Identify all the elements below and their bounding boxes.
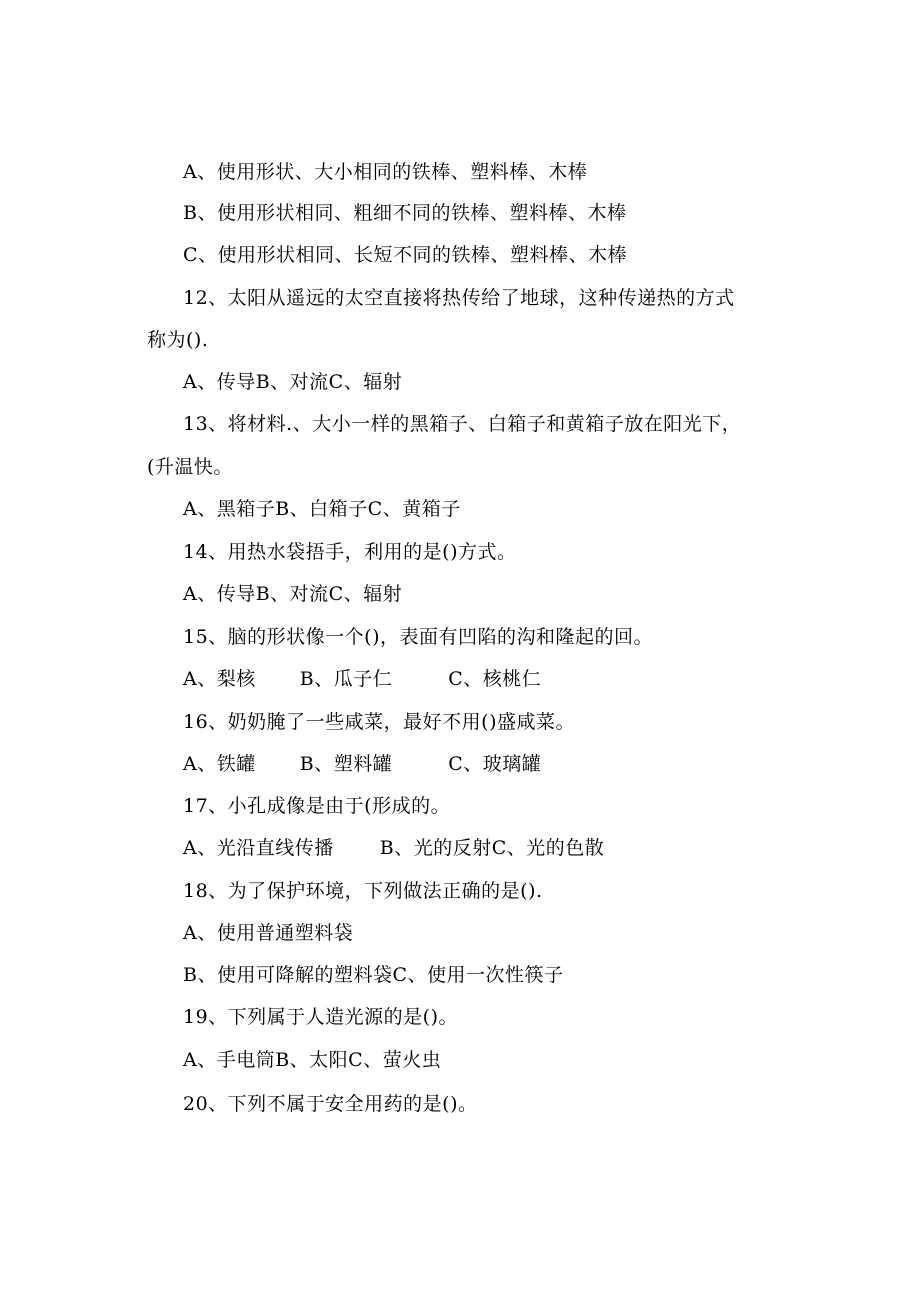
question-12-options: A、传导B、对流C、辐射 <box>183 371 403 393</box>
option-b-c: B、光的反射C、光的色散 <box>379 837 605 859</box>
option-a: A、梨核 <box>183 668 256 690</box>
option-b: B、塑料罐 <box>299 753 393 775</box>
question-15-options <box>183 667 541 691</box>
question-18-option-a: A、使用普通塑料袋 <box>183 922 354 944</box>
question-12-continuation: 称为(). <box>147 329 209 351</box>
question-16-options <box>183 752 541 776</box>
option-a: A、铁罐 <box>183 753 256 775</box>
question-20: 20、下列不属于安全用药的是()。 <box>183 1093 478 1115</box>
question-18: 18、为了保护环境，下列做法正确的是(). <box>183 880 543 902</box>
option-a: A、光沿直线传播 <box>183 837 334 859</box>
question-13-continuation: (升温快。 <box>147 456 233 478</box>
question-15: 15、脑的形状像一个()，表面有凹陷的沟和隆起的回。 <box>183 626 654 648</box>
option-c: C、核桃仁 <box>448 668 542 690</box>
question-19-options: A、手电筒B、太阳C、萤火虫 <box>183 1049 442 1071</box>
option-line: A、使用形状、大小相同的铁棒、塑料棒、木棒 <box>183 161 588 183</box>
question-16: 16、奶奶腌了一些咸菜，最好不用()盛咸菜。 <box>183 711 576 733</box>
option-c: C、玻璃罐 <box>448 753 542 775</box>
question-12: 12、太阳从遥远的太空直接将热传给了地球，这种传递热的方式 <box>183 287 735 309</box>
question-19: 19、下列属于人造光源的是()。 <box>183 1006 459 1028</box>
question-13: 13、将材料.、大小一样的黑箱子、白箱子和黄箱子放在阳光下， <box>183 413 742 435</box>
question-14-options: A、传导B、对流C、辐射 <box>183 583 403 605</box>
option-line: C、使用形状相同、长短不同的铁棒、塑料棒、木棒 <box>183 244 628 266</box>
option-b: B、瓜子仁 <box>299 668 393 690</box>
question-14: 14、用热水袋捂手，利用的是()方式。 <box>183 541 517 563</box>
question-17: 17、小孔成像是由于(形成的。 <box>183 795 451 817</box>
question-18-option-b-c: B、使用可降解的塑料袋C、使用一次性筷子 <box>183 964 564 986</box>
option-line: B、使用形状相同、粗细不同的铁棒、塑料棒、木棒 <box>183 202 627 224</box>
question-13-options: A、黑箱子B、白箱子C、黄箱子 <box>183 498 461 520</box>
question-17-options <box>183 836 604 860</box>
